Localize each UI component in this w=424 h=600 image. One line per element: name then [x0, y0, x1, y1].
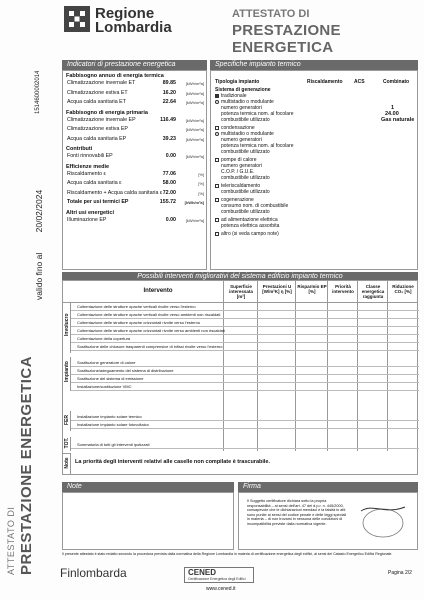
side-attestato-big: PRESTAZIONE ENERGETICA	[18, 355, 35, 575]
indicator-row: Riscaldamento ε 77.06 [%]	[67, 170, 204, 177]
group-involucro: Involucro	[63, 303, 71, 353]
website-link[interactable]: www.cened.it	[206, 586, 236, 592]
sub-row: numero generatori	[221, 137, 262, 143]
indicator-row: Climatizzazione estiva ET 16.20 [kWh/m²a]	[67, 89, 204, 96]
combinato-potenza: 24.00	[385, 111, 399, 117]
indicatori-panel	[62, 70, 207, 270]
region-line2: Lombardia	[95, 19, 172, 36]
table-row: Coibentazione delle strutture opache orizzontali rivolte verso ambienti non riscaldati	[71, 327, 419, 335]
table-row: Sostituzione del sistema di emissione	[71, 375, 419, 383]
sub-row: combustibile utilizzato	[221, 117, 270, 123]
table-row: Installazione impianto solare termico	[71, 413, 419, 421]
table-row: Coibentazione delle strutture opache orizzontali rivolte verso l'esterno	[71, 319, 419, 327]
table-row: Coibentazione delle strutture opache verticali rivolte verso l'esterno	[71, 303, 419, 311]
sub-row: combustibile utilizzato	[221, 149, 270, 155]
checkbox-icon	[215, 184, 219, 188]
group-note: Note	[63, 453, 71, 475]
sub-row: potenza termica nom. al focolare	[221, 111, 294, 117]
side-valido-label: valido fino al	[34, 252, 44, 300]
th-priorita: Priorità intervento	[332, 284, 354, 294]
sistema-generazione-label: Sistema di generazione	[215, 87, 271, 93]
th-classe: Classe energetica raggiunta	[361, 284, 385, 299]
sub-row: combustibile utilizzato	[221, 189, 270, 195]
section-fabbisogno-primaria: Fabbisogno di energia primaria	[66, 109, 148, 116]
sub-row: combustibile utilizzato	[221, 209, 270, 215]
th-riduzione: Riduzione CO₂ [%]	[392, 284, 414, 294]
option-pompe: pompe di calore	[215, 157, 335, 163]
side-strip	[0, 0, 58, 600]
region-line1: Regione	[95, 5, 155, 22]
section-efficienze: Efficienze medie	[66, 163, 110, 170]
option-row: multistadio o modulante	[215, 131, 335, 137]
option-condensazione: condensazione	[215, 125, 335, 131]
th-intervento: Intervento	[143, 288, 173, 294]
note-title: Note	[62, 482, 234, 492]
section-contributi: Contributi	[66, 146, 93, 152]
side-validity	[34, 190, 44, 300]
group-impianto: Impianto	[63, 357, 71, 391]
indicator-row-total: Totale per usi termici EP 155.72 [kWh/m²a]	[67, 199, 204, 205]
option-row: multistadio o modulante	[215, 99, 335, 105]
col-tipologia: Tipologia impianto	[215, 79, 260, 85]
footnote: Il presente attestato è stato redatto secondo la procedura prevista dalla normativa della Regione Lombardia in materia di certificazione energetica degli edifici, ai sensi del Catasto Energetico Edifici Regionale.	[62, 552, 393, 556]
combinato-num-generatori: 1	[391, 105, 395, 111]
firma-declaration: Il Soggetto certificatore dichiara sotto la propria responsabilità – ai sensi dell'art. 47 del d.p.r. n. 445/2000, consapevole che le dichiarazioni mendaci e la falsità in atti sono punite ai sensi del codice penale e delle leggi speciali in materia – di non trovarsi in nessuna delle condizioni di incompatibilità previste dalla normativa vigente.	[247, 499, 347, 526]
side-attestato-small: ATTESTATO DI	[6, 506, 16, 575]
cened-subtitle: Certificazione Energetica degli Edifici	[188, 577, 246, 581]
col-combinato: Combinato	[383, 79, 410, 85]
indicator-row: Acqua calda sanitaria EP 39.23 [kWh/m²a]	[67, 135, 204, 142]
side-code: 1514600002014	[35, 70, 41, 114]
col-riscaldamento: Riscaldamento	[307, 79, 343, 85]
note-panel	[62, 492, 234, 550]
combinato-combustibile: Gas naturale	[381, 117, 415, 123]
table-row: Coibentazione delle strutture opache verticali rivolte verso ambienti non riscaldati	[71, 311, 419, 319]
checkbox-checked-icon	[215, 94, 219, 98]
sub-row: potenza elettrica assorbita	[221, 223, 280, 229]
option-elettrica: ad alimentazione elettrica	[215, 217, 335, 223]
sub-row: numero generatori	[221, 105, 262, 111]
indicator-row: Riscaldamento + Acqua calda sanitaria ε 72.00 [%]	[67, 189, 204, 196]
option-tradizionale: tradizionale	[215, 93, 335, 99]
radio-icon	[215, 100, 219, 104]
sub-row: consumo nom. di combustibile	[221, 203, 289, 209]
cened-logo	[184, 567, 254, 583]
regione-lombardia-logo-icon	[64, 6, 90, 32]
table-row: Sostituzione/adeguamento del sistema di distribuzione	[71, 367, 419, 375]
checkbox-icon	[215, 126, 219, 130]
section-fabbisogno-termica: Fabbisogno annuo di energia termica	[66, 73, 164, 79]
group-fer: FER	[63, 411, 71, 431]
indicator-row: Climatizzazione invernale ET 89.85 [kWh/m²a]	[67, 80, 204, 86]
option-cogenerazione: cogenerazione	[215, 197, 335, 203]
interventi-title: Possibili interventi migliorativi del sistema edificio impianto termico	[62, 272, 418, 282]
firma-panel	[238, 492, 418, 550]
specifiche-title: Specifiche impianto termico	[210, 60, 418, 70]
th-risparmio: Risparmio EP [%]	[297, 284, 327, 294]
finlombarda-logo: Finlombarda	[60, 566, 127, 580]
option-teleriscaldamento: teleriscaldamento	[215, 183, 335, 189]
col-acs: ACS	[354, 79, 365, 85]
table-row: Installazione/sostituzione VMC	[71, 383, 419, 391]
group-tot: TOT.	[63, 437, 71, 451]
th-prestazioni: Prestazioni U [W/m²K] η [%]	[262, 284, 292, 294]
indicatori-title: Indicatori di prestazione energetica	[62, 60, 207, 70]
firma-title: Firma	[238, 482, 418, 492]
checkbox-icon	[215, 232, 219, 236]
checkbox-icon	[215, 218, 219, 222]
sub-row: combustibile utilizzato	[221, 175, 270, 181]
indicator-row: Fonti rinnovabili EP 0.00 [kWh/m²a]	[67, 153, 204, 159]
sub-row: potenza termica nom. al focolare	[221, 143, 294, 149]
interventi-table	[62, 280, 418, 475]
sub-row: C.O.P. / G.U.E.	[221, 169, 255, 175]
indicator-row: Acqua calda sanitaria ε 58.00 [%]	[67, 180, 204, 186]
indicator-row: Acqua calda sanitaria ET 22.64 [kWh/m²a]	[67, 99, 204, 105]
checkbox-icon	[215, 158, 219, 162]
page-number: Pagina 2/2	[388, 570, 412, 576]
th-superficie: Superficie interessata [m²]	[229, 284, 253, 299]
sub-row: numero generatori	[221, 163, 262, 169]
table-row: Sostituzione delle chiusure trasparenti comprensive di infissi rivolte verso l'esterno	[71, 343, 419, 351]
checkbox-icon	[215, 198, 219, 202]
table-row: Sostituzione generatore di calore	[71, 359, 419, 367]
section-altri-usi: Altri usi energetici	[66, 209, 114, 216]
specifiche-panel	[210, 70, 418, 270]
header-attestato-small: ATTESTATO DI	[232, 8, 310, 20]
table-row: Coibentazione della copertura	[71, 335, 419, 343]
table-row-total: Sommatoria di tutti gli interventi ipotizzati	[71, 441, 419, 449]
indicator-row: Illuminazione EP 0.00 [kWh/m²a]	[67, 216, 204, 223]
side-valido-date: 20/02/2024	[34, 189, 44, 233]
indicator-row: Climatizzazione estiva EP [kWh/m²a]	[67, 126, 204, 132]
indicator-row: Climatizzazione invernale EP 116.49 [kWh/m²a]	[67, 116, 204, 123]
table-row: Installazione impianto solare fotovoltaico	[71, 421, 419, 429]
interventi-header	[63, 281, 417, 303]
region-name	[95, 7, 172, 35]
priority-note: La priorità degli interventi relativi alle caselle non compilate è trascurabile.	[75, 459, 271, 465]
radio-icon	[215, 132, 219, 136]
option-altro: altro (si veda campo note)	[215, 231, 335, 237]
cened-name: CENED	[188, 568, 217, 577]
stamp-signature-icon	[355, 501, 411, 541]
header-attestato-big: PRESTAZIONE ENERGETICA	[232, 22, 341, 56]
